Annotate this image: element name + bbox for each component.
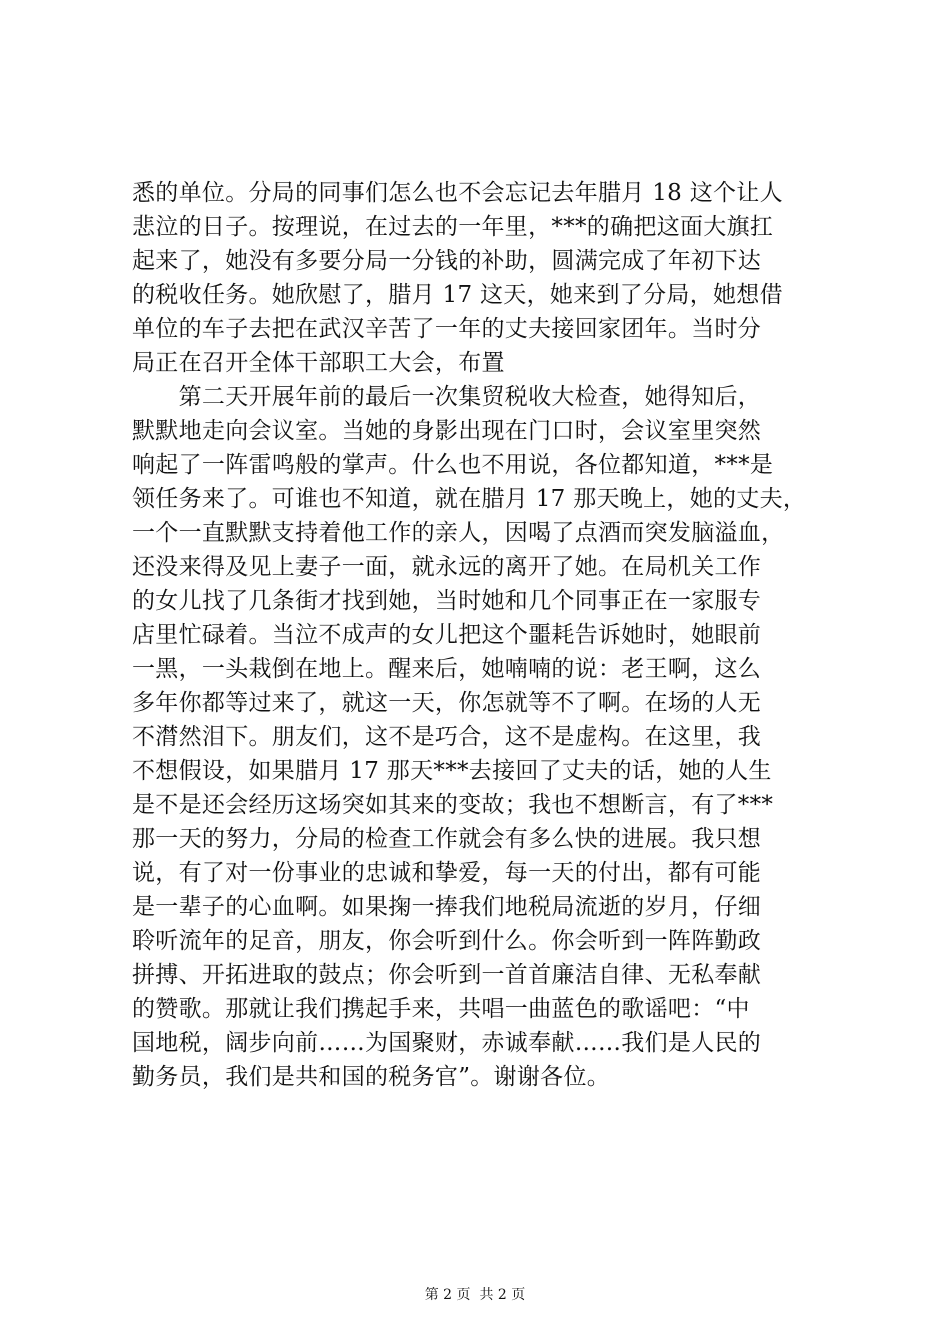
text-line: 单位的车子去把在武汉辛苦了一年的丈夫接回家团年。当时分 (132, 316, 762, 342)
text-line: 多年你都等过来了，就这一天，你怎就等不了啊。在场的人无 (132, 690, 762, 716)
text-line: 默默地走向会议室。当她的身影出现在门口时，会议室里突然 (132, 418, 762, 444)
text-line: 说，有了对一份事业的忠诚和挚爱，每一天的付出，都有可能 (132, 860, 762, 886)
text-line: 第二天开展年前的最后一次集贸税收大检查，她得知后， (132, 384, 762, 410)
text-line: 悉的单位。分局的同事们怎么也不会忘记去年腊月 18 这个让人 (132, 180, 783, 206)
text-line: 店里忙碌着。当泣不成声的女儿把这个噩耗告诉她时，她眼前 (132, 622, 762, 648)
text-line: 领任务来了。可谁也不知道，就在腊月 17 那天晚上，她的丈夫， (132, 486, 807, 512)
text-line: 一个一直默默支持着他工作的亲人，因喝了点酒而突发脑溢血， (132, 520, 785, 546)
page-footer (0, 1286, 950, 1304)
text-line: 悲泣的日子。按理说，在过去的一年里，***的确把这面大旗扛 (132, 214, 774, 240)
body-text (132, 176, 822, 1094)
text-line: 的税收任务。她欣慰了，腊月 17 这天，她来到了分局，她想借 (132, 282, 783, 308)
text-line: 一黑，一头栽倒在地上。醒来后，她喃喃的说：老王啊，这么 (132, 656, 762, 682)
text-line: 聆听流年的足音，朋友，你会听到什么。你会听到一阵阵勤政 (132, 928, 762, 954)
text-line: 是不是还会经历这场突如其来的变故；我也不想断言，有了*** (132, 792, 774, 818)
text-line: 响起了一阵雷鸣般的掌声。什么也不用说，各位都知道，***是 (132, 452, 774, 478)
page-number: 第 2 页 共 2 页 (424, 1287, 526, 1303)
text-line: 局正在召开全体干部职工大会，布置 (132, 350, 505, 376)
text-line: 不想假设，如果腊月 17 那天***去接回了丈夫的话，她的人生 (132, 758, 772, 784)
text-line: 勤务员，我们是共和国的税务官”。谢谢各位。 (132, 1064, 611, 1090)
text-line: 不潸然泪下。朋友们，这不是巧合，这不是虚构。在这里，我 (132, 724, 762, 750)
text-line: 那一天的努力，分局的检查工作就会有多么快的进展。我只想 (132, 826, 762, 852)
text-line: 起来了，她没有多要分局一分钱的补助，圆满完成了年初下达 (132, 248, 762, 274)
text-line: 是一辈子的心血啊。如果掬一捧我们地税局流逝的岁月，仔细 (132, 894, 762, 920)
text-line: 的赞歌。那就让我们携起手来，共唱一曲蓝色的歌谣吧：“中 (132, 996, 750, 1022)
text-line: 国地税，阔步向前……为国聚财，赤诚奉献……我们是人民的 (132, 1030, 762, 1056)
text-line: 的女儿找了几条街才找到她，当时她和几个同事正在一家服专 (132, 588, 762, 614)
text-line: 还没来得及见上妻子一面，就永远的离开了她。在局机关工作 (132, 554, 762, 580)
text-line: 拼搏、开拓进取的鼓点；你会听到一首首廉洁自律、无私奉献 (132, 962, 762, 988)
